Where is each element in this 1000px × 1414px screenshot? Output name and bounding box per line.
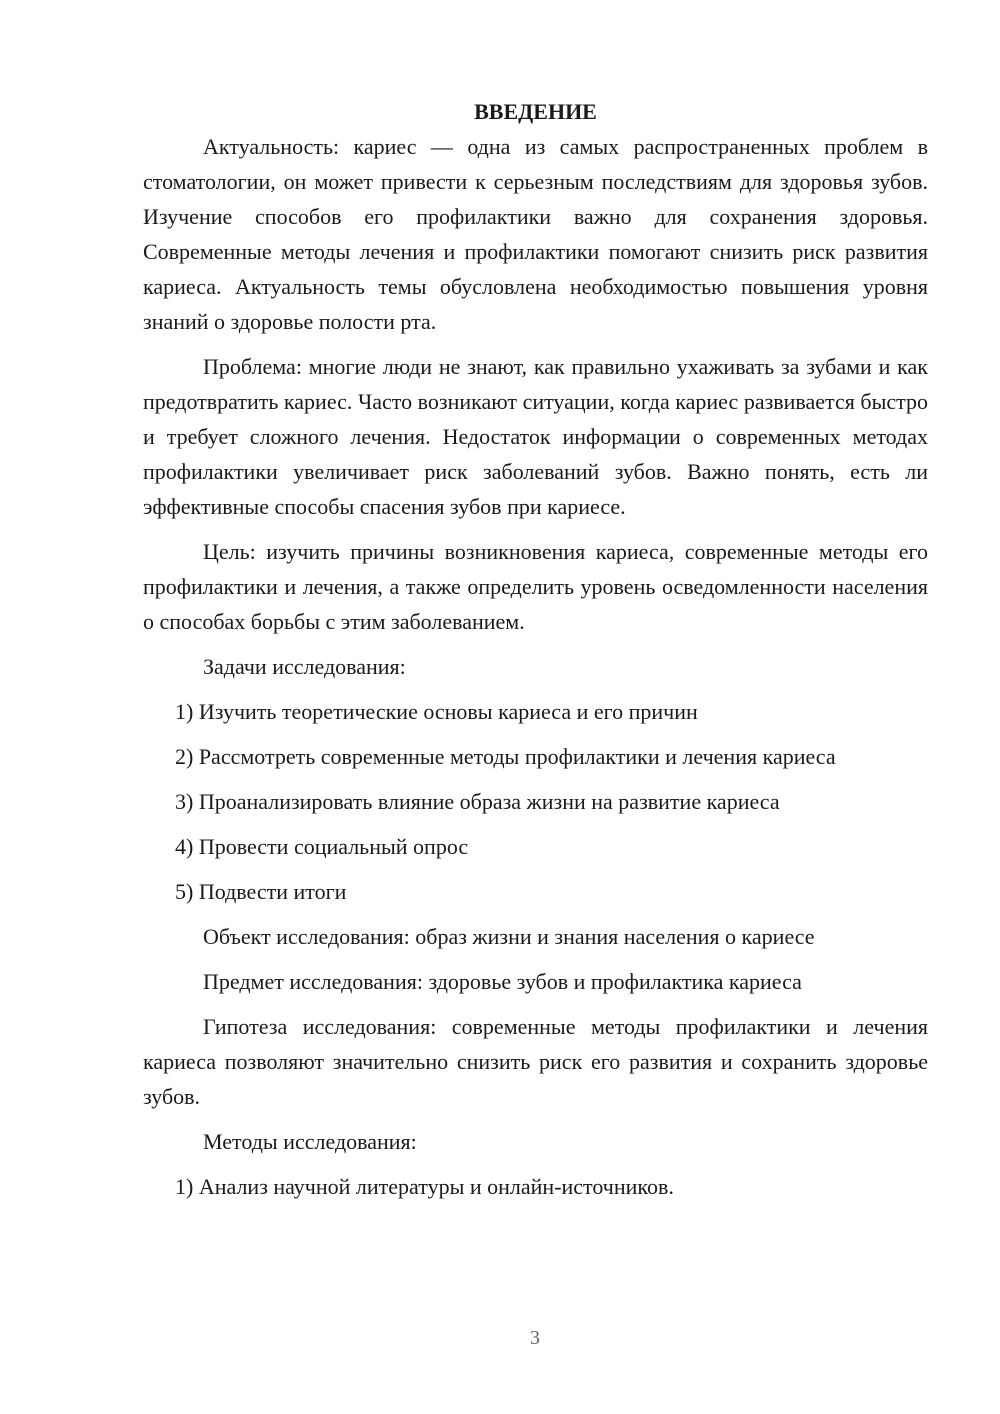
hypothesis-paragraph: Гипотеза исследования: современные методы профилактики и лечения кариеса позволяют значительно снизить риск его развития и сохранить здоровье зубов. xyxy=(143,1014,928,1109)
subject-line: Предмет исследования: здоровье зубов и профилактика кариеса xyxy=(203,969,802,994)
task-item-1: 1) Изучить теоретические основы кариеса и его причин xyxy=(175,699,698,724)
document-page xyxy=(143,94,928,1204)
object-line: Объект исследования: образ жизни и знания населения о кариесе xyxy=(203,924,815,949)
method-item-1: 1) Анализ научной литературы и онлайн-источников. xyxy=(175,1174,674,1199)
section-title: ВВЕДЕНИЕ xyxy=(474,99,597,124)
task-item-2: 2) Рассмотреть современные методы профилактики и лечения кариеса xyxy=(175,744,836,769)
methods-heading: Методы исследования: xyxy=(203,1129,417,1154)
goal-paragraph: Цель: изучить причины возникновения кариеса, современные методы его профилактики и лечения, а также определить уровень осведомленности населения о способах борьбы с этим заболеванием. xyxy=(143,539,928,634)
page-number: 3 xyxy=(530,1327,540,1349)
task-item-3: 3) Проанализировать влияние образа жизни на развитие кариеса xyxy=(175,789,780,814)
relevance-paragraph: Актуальность: кариес — одна из самых распространенных проблем в стоматологии, он может привести к серьезным последствиям для здоровья зубов. Изучение способов его профилактики важно для сохранения здоровья. Современные методы лечения и профилактики помогают снизить риск развития кариеса. Актуальность темы обусловлена необходимостью повышения уровня знаний о здоровье полости рта. xyxy=(143,134,928,334)
problem-paragraph: Проблема: многие люди не знают, как правильно ухаживать за зубами и как предотвратить кариес. Часто возникают ситуации, когда кариес развивается быстро и требует сложного лечения. Недостаток информации о современных методах профилактики увеличивает риск заболеваний зубов. Важно понять, есть ли эффективные способы спасения зубов при кариесе. xyxy=(143,354,928,519)
task-item-5: 5) Подвести итоги xyxy=(175,879,347,904)
task-item-4: 4) Провести социальный опрос xyxy=(175,834,469,859)
tasks-heading: Задачи исследования: xyxy=(203,654,406,679)
